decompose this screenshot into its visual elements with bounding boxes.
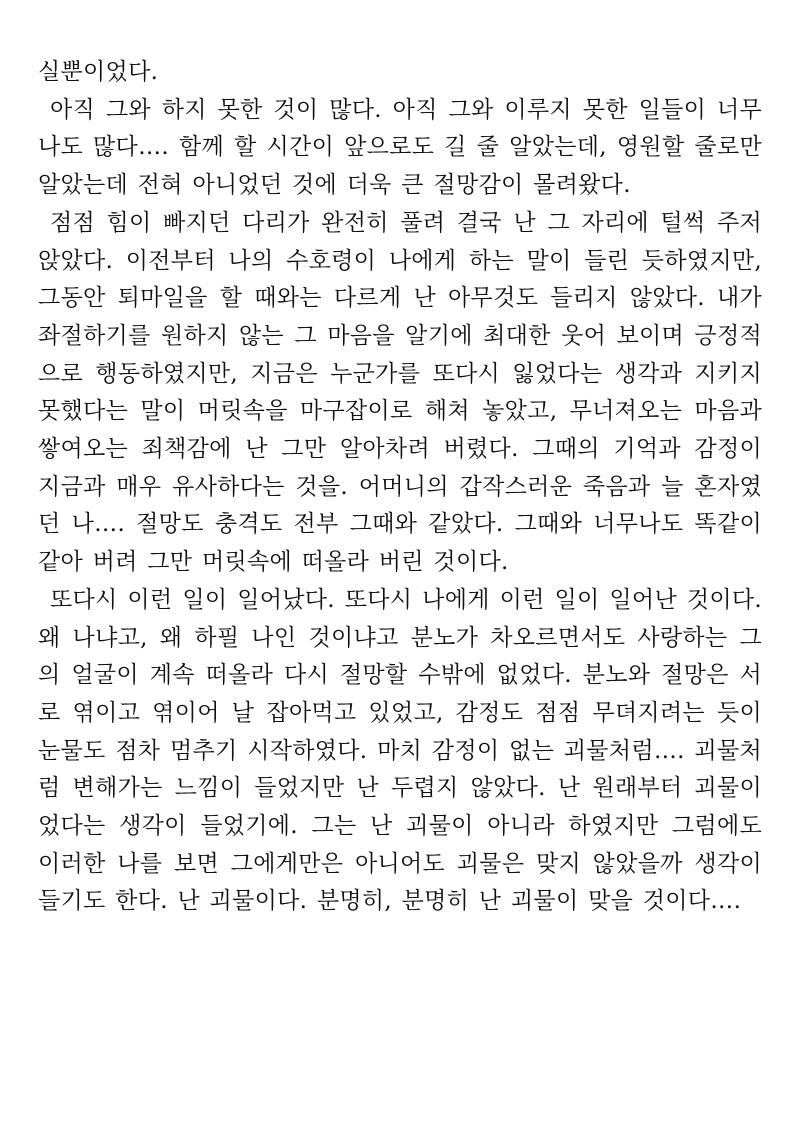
document-page bbox=[38, 54, 762, 921]
paragraph-4: 또다시 이런 일이 일어났다. 또다시 나에게 이런 일이 일어난 것이다. 왜 나냐고, 왜 하필 나인 것이냐고 분노가 차오르면서도 사랑하는 그의 얼굴이 계속 떠올라 다시 절망할 수밖에 없었다. 분노와 절망은 서로 엮이고 엮이어 날 잡아먹고 있었고, 감정도 점점 무뎌지려는 듯이 눈물도 점차 멈추기 시작하였다. 마치 감정이 없는 괴물처럼…. 괴물처럼 변해가는 느낌이 들었지만 난 두렵지 않았다. 난 원래부터 괴물이었다는 생각이 들었기에. 그는 난 괴물이 아니라 하였지만 그럼에도 이러한 나를 보면 그에게만은 아니어도 괴물은 맞지 않았을까 생각이 들기도 한다. 난 괴물이다. 분명히, 분명히 난 괴물이 맞을 것이다…. bbox=[38, 586, 762, 915]
paragraph-1: 실뿐이었다. bbox=[38, 59, 159, 85]
paragraph-2: 아직 그와 하지 못한 것이 많다. 아직 그와 이루지 못한 일들이 너무나도 많다…. 함께 할 시간이 앞으로도 길 줄 알았는데, 영원할 줄로만 알았는데 전혀 아니었던 것에 더욱 큰 절망감이 몰려왔다. bbox=[38, 96, 762, 199]
paragraph-3: 점점 힘이 빠지던 다리가 완전히 풀려 결국 난 그 자리에 털썩 주저앉았다. 이전부터 나의 수호령이 나에게 하는 말이 들린 듯하였지만, 그동안 퇴마일을 할 때와는 다르게 난 아무것도 들리지 않았다. 내가 좌절하기를 원하지 않는 그 마음을 알기에 최대한 웃어 보이며 긍정적으로 행동하였지만, 지금은 누군가를 또다시 잃었다는 생각과 지키지 못했다는 말이 머릿속을 마구잡이로 해쳐 놓았고, 무너져오는 마음과 쌓여오는 죄책감에 난 그만 알아차려 버렸다. 그때의 기억과 감정이 지금과 매우 유사하다는 것을. 어머니의 갑작스러운 죽음과 늘 혼자였던 나…. 절망도 충격도 전부 그때와 같았다. 그때와 너무나도 똑같이 같아 버려 그만 머릿속에 떠올라 버린 것이다. bbox=[38, 209, 762, 576]
